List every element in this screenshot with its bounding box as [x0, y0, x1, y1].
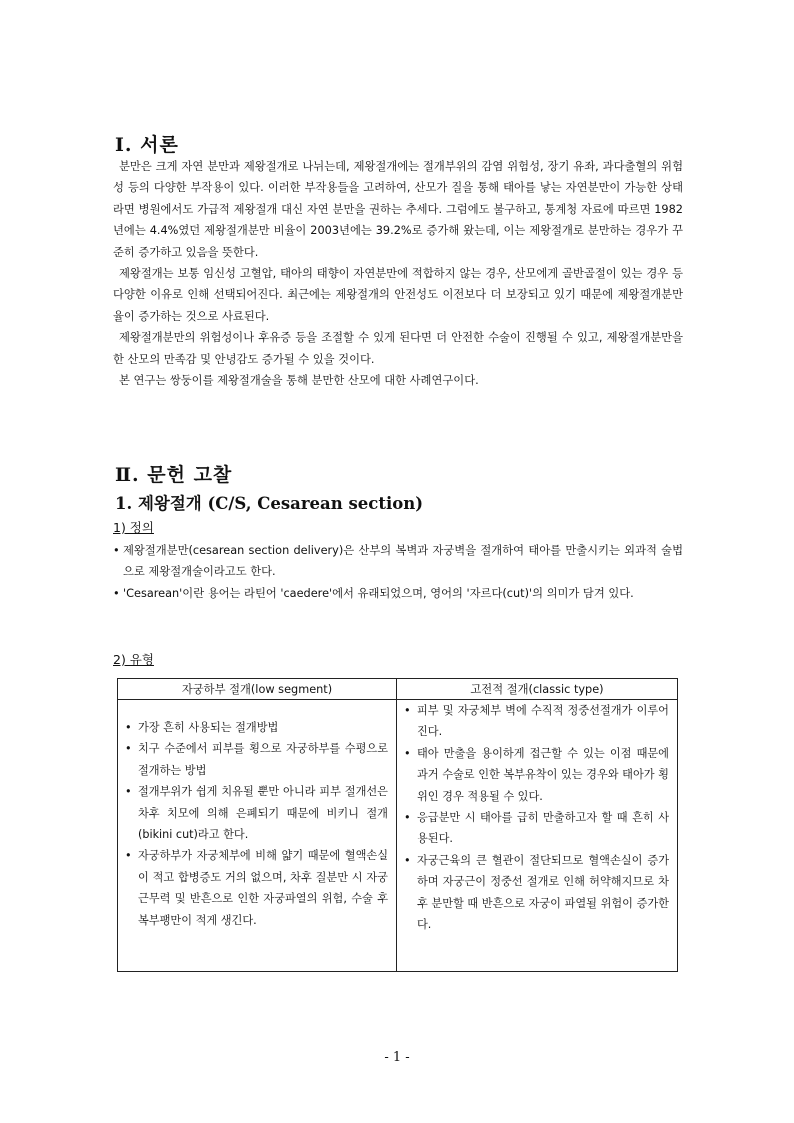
paragraph: 제왕절개분만의 위험성이나 후유증 등을 조절할 수 있게 된다면 더 안전한 수술이 진행될 수 있고, 제왕절개분만을 한 산모의 만족감 및 안녕감도 증가될 수 있을 것이다. [113, 331, 683, 366]
paragraph: 제왕절개는 보통 임신성 고혈압, 태아의 태향이 자연분만에 적합하지 않는 경우, 산모에게 골반골절이 있는 경우 등 다양한 이유로 인해 선택되어진다. 최근에는 제왕절개의 안전성도 이전보다 더 보장되고 있기 때문에 제왕절개분만율이 증가하는 것으로 사료된다. [113, 267, 683, 323]
definition-list [113, 540, 683, 604]
list-item: • 절개부위가 쉽게 치유될 뿐만 아니라 피부 절개선은 차후 치모에 의해 은폐되기 때문에 비키니 절개(bikini cut)라고 한다. [118, 781, 396, 845]
list-item: • 제왕절개분만(cesarean section delivery)은 산부의 복벽과 자궁벽을 절개하여 태아를 만출시키는 외과적 술법으로 제왕절개술이라고도 한다. [113, 540, 683, 583]
list-item: • 태아 만출을 용이하게 접근할 수 있는 이점 때문에 과거 수술로 인한 복부유착이 있는 경우와 태아가 횡위인 경우 적용될 수 있다. [397, 743, 677, 807]
types-heading: 2) 유형 [113, 652, 154, 667]
low-segment-list [118, 700, 396, 931]
section-title-introduction: Ⅰ. 서론 [115, 134, 179, 156]
column-header-low-segment: 자궁하부 절개(low segment) [118, 679, 397, 700]
subsection-title-cesarean: 1. 제왕절개 (C/S, Cesarean section) [115, 494, 424, 513]
page-number: - 1 - [384, 1050, 410, 1065]
paragraph: 분만은 크게 자연 분만과 제왕절개로 나뉘는데, 제왕절개에는 절개부위의 감염 위험성, 장기 유좌, 과다출혈의 위험성 등의 다양한 부작용이 있다. 이러한 부작용들을 고려하여, 산모가 질을 통해 태아를 낳는 자연분만이 가능한 상태라면 병원에서도 가급적 제왕절개 대신 자연 분만을 권하는 추세다. 그럼에도 불구하고, 통계청 자료에 따르면 1982년에는 4.4%였던 제왕절개분만 비율이 2003년에는 39.2%로 증가해 왔는데, 이는 제왕절개로 분만하는 경우가 꾸준히 증가하고 있음을 뜻한다. [113, 160, 683, 259]
list-item: • 가장 흔히 사용되는 절개방법 [118, 717, 396, 738]
incision-types-table [117, 678, 678, 972]
low-segment-cell [118, 700, 397, 972]
list-item: • 치구 수준에서 피부를 횡으로 자궁하부를 수평으로 절개하는 방법 [118, 738, 396, 781]
paragraph: 본 연구는 쌍둥이를 제왕절개술을 통해 분만한 산모에 대한 사례연구이다. [119, 374, 479, 388]
column-header-classic: 고전적 절개(classic type) [397, 679, 678, 700]
list-item: • 'Cesarean'이란 용어는 라틴어 'caedere'에서 유래되었으며, 영어의 '자르다(cut)'의 의미가 담겨 있다. [113, 583, 683, 604]
classic-cell [397, 700, 678, 972]
list-item: • 응급분만 시 태아를 급히 만출하고자 할 때 흔히 사용된다. [397, 807, 677, 850]
section-title-literature-review: Ⅱ. 문헌 고찰 [115, 464, 233, 486]
introduction-body [113, 156, 683, 391]
list-item: • 피부 및 자궁체부 벽에 수직적 정중선절개가 이루어진다. [397, 700, 677, 743]
list-item: • 자궁근육의 큰 혈관이 절단되므로 혈액손실이 증가하며 자궁근이 정중선 절개로 인해 허약해지므로 차후 분만할 때 반흔으로 자궁이 파열될 위험이 증가한다. [397, 850, 677, 936]
list-item: • 자궁하부가 자궁체부에 비해 얇기 때문에 혈액손실이 적고 합병증도 거의 없으며, 차후 질분만 시 자궁근무력 및 반흔으로 인한 자궁파열의 위험, 수술 후 복부팽만이 적게 생긴다. [118, 845, 396, 931]
classic-list [397, 700, 677, 935]
definition-heading: 1) 정의 [113, 520, 154, 535]
